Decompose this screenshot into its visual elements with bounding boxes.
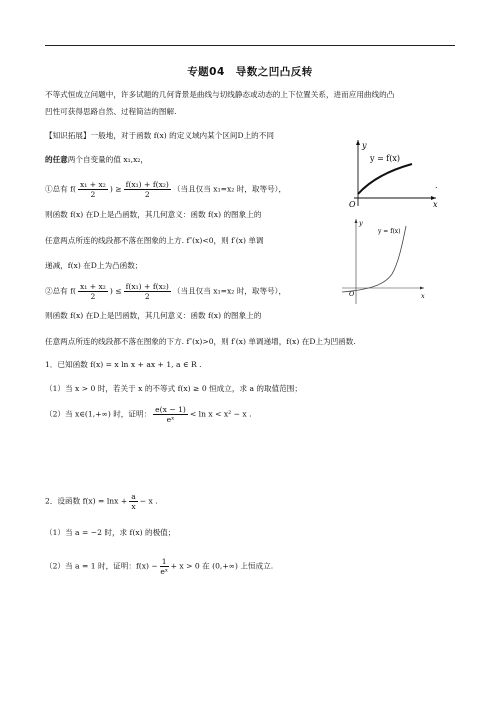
x-axis-arrow-icon bbox=[420, 287, 424, 290]
fraction-numerator: e(x − 1) bbox=[155, 405, 186, 414]
y-axis-label: y bbox=[362, 141, 367, 150]
condition-2-relation: ) ≤ bbox=[109, 286, 122, 296]
condition-1 bbox=[45, 180, 286, 199]
header-rule bbox=[45, 45, 455, 46]
fraction-e-ratio bbox=[153, 405, 188, 424]
condition-2 bbox=[45, 282, 286, 301]
condition-1-prefix: ①总有 f( bbox=[45, 184, 76, 194]
y-axis-arrow-icon bbox=[355, 219, 358, 223]
problem-2-part-1: （1）当 a = −2 时，求 f(x) 的极值； bbox=[45, 528, 176, 537]
problem-1-part-2-suffix: < ln x < x² − x . bbox=[189, 409, 252, 419]
problem-1-part-1: （1）当 x > 0 时，若关于 x 的不等式 f(x) ≥ 0 恒成立，求 a 的取值范围； bbox=[45, 384, 302, 393]
fraction-midpoint bbox=[78, 180, 108, 199]
condition-2-prefix: ②总有 f( bbox=[45, 286, 76, 296]
concave-function-graph bbox=[340, 136, 440, 208]
fraction-numerator: x₁ + x₂ bbox=[79, 282, 106, 291]
problem-1-stem: 1．已知函数 f(x) = x ln x + ax + 1, a ∈ R . bbox=[45, 360, 202, 369]
intro-line-1: 不等式恒成立问题中，许多试题的几何背景是曲线与切线静态或动态的上下位置关系，进而应用曲线的凸 bbox=[45, 90, 395, 99]
problem-2-part-2-suffix: + x > 0 在 (0,+∞) 上恒成立. bbox=[170, 561, 274, 571]
problem-2-stem bbox=[45, 492, 158, 511]
x-axis-label: x bbox=[421, 292, 425, 300]
fraction-denominator: 2 bbox=[90, 190, 96, 199]
convex-curve bbox=[342, 226, 406, 292]
fraction-average bbox=[124, 282, 171, 301]
problem-2-part-2 bbox=[45, 557, 273, 576]
fraction-denominator: 2 bbox=[144, 292, 150, 301]
fraction-numerator: a bbox=[131, 492, 136, 501]
fraction-midpoint bbox=[78, 282, 108, 301]
fraction-denominator: x bbox=[131, 502, 136, 511]
knowledge-text-2: 两个自变量的值 x₁,x₂， bbox=[67, 155, 149, 164]
knowledge-text-1: 一般地，对于函数 f(x) 的定义域内某个区间D上的不同 bbox=[90, 131, 274, 140]
fraction-numerator: f(x₁) + f(x₂) bbox=[125, 282, 169, 291]
condition-1-line-3: 任意两点所连的线段都不落在图象的上方. f″(x)<0，则 f′(x) 单调 bbox=[45, 236, 264, 245]
condition-2-note: （当且仅当 x₁=x₂ 时，取等号）， bbox=[172, 286, 287, 296]
page-title: 专题04 导数之凹凸反转 bbox=[187, 66, 313, 78]
fraction-denominator: eˣ bbox=[166, 415, 175, 424]
curve-label: y = f(x) bbox=[370, 154, 401, 163]
y-axis-label: y bbox=[359, 219, 363, 227]
condition-1-line-4: 递减，f(x) 在D上为凸函数； bbox=[45, 261, 143, 270]
knowledge-line-2 bbox=[45, 155, 148, 165]
problem-2-stem-prefix: 2．设函数 f(x) = lnx + bbox=[45, 496, 128, 506]
fraction-denominator: 2 bbox=[144, 190, 150, 199]
condition-1-note: （当且仅当 x₁=x₂ 时，取等号）， bbox=[172, 184, 287, 194]
origin-label: O bbox=[349, 290, 355, 298]
condition-1-line-2: 则函数 f(x) 在D上是凸函数，其几何意义：函数 f(x) 的图象上的 bbox=[45, 210, 262, 219]
y-axis-arrow-icon bbox=[356, 140, 360, 145]
x-axis-label: x bbox=[433, 200, 438, 208]
condition-2-line-3: 任意两点所连的线段都不落在图象的下方. f″(x)>0，则 f′(x) 单调递增，f(x) 在D上为凹函数. bbox=[45, 337, 356, 346]
convex-function-graph bbox=[336, 216, 428, 306]
emphasis-any: 的任意 bbox=[45, 155, 68, 164]
fraction-numerator: f(x₁) + f(x₂) bbox=[125, 180, 169, 189]
problem-1-part-2-prefix: （2）当 x∈(1,+∞) 时，证明： bbox=[45, 409, 152, 419]
trailing-dot: . bbox=[435, 181, 438, 190]
problem-2-part-2-prefix: （2）当 a = 1 时，证明：f(x) − bbox=[45, 561, 158, 571]
fraction-a-over-x bbox=[129, 492, 138, 511]
knowledge-tag: 【知识拓展】 bbox=[45, 131, 91, 140]
origin-label: O bbox=[349, 200, 356, 208]
fraction-average bbox=[124, 180, 171, 199]
fraction-one-over-ex bbox=[160, 557, 169, 576]
fraction-denominator: 2 bbox=[90, 292, 96, 301]
concave-curve bbox=[358, 164, 412, 194]
problem-1-part-2 bbox=[45, 405, 252, 424]
fraction-numerator: 1 bbox=[161, 557, 167, 566]
fraction-numerator: x₁ + x₂ bbox=[79, 180, 106, 189]
problem-2-stem-suffix: − x . bbox=[139, 496, 158, 506]
intro-line-2: 凹性可获得思路自然、过程简洁的图解. bbox=[45, 107, 177, 116]
condition-1-relation: ) ≥ bbox=[109, 184, 122, 194]
fraction-denominator: eˣ bbox=[160, 567, 169, 576]
curve-label: y = f(x) bbox=[378, 228, 401, 235]
knowledge-line-1 bbox=[45, 131, 274, 141]
condition-2-line-2: 则函数 f(x) 在D上是凹函数，其几何意义：函数 f(x) 的图象上的 bbox=[45, 311, 262, 320]
